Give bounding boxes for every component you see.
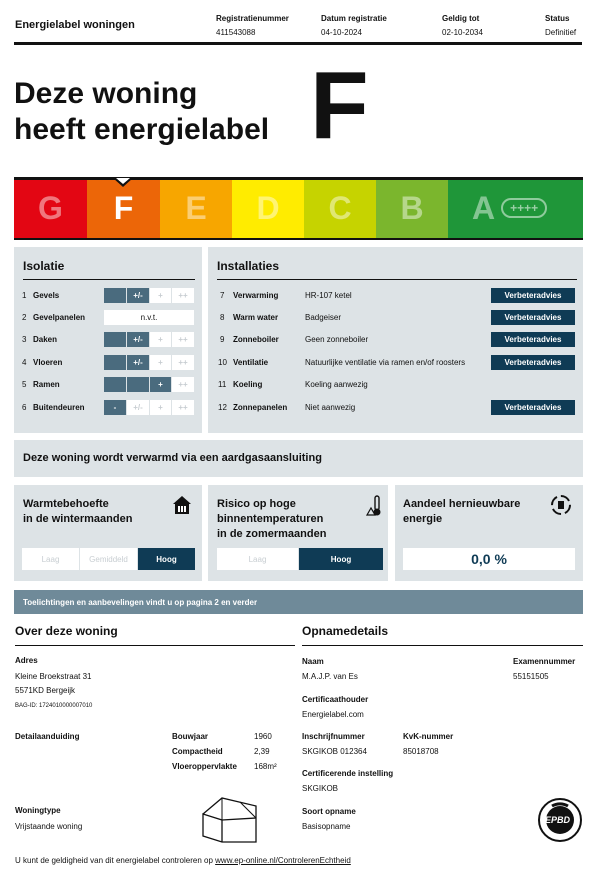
iso-row-number: 4 [22,358,27,367]
heating-note: Deze woning wordt verwarmd via een aardgasaansluiting [23,452,322,464]
bouwjaar-label: Bouwjaar [172,732,209,741]
hernieuwbaar-title [403,497,520,527]
recycle-energy-icon [549,493,573,517]
iso-row-number: 5 [22,380,27,389]
scale-top-line [14,177,583,180]
over-divider [15,645,295,646]
iso-cell: + [150,288,171,303]
iso-na-cell: n.v.t. [104,310,194,325]
hernieuwbaar-title-2: energie [403,513,443,525]
iso-row-label: Ramen [33,380,60,389]
info-bar [14,590,583,614]
installaties-title: Installaties [217,259,280,273]
hero-energy-label: F [310,52,369,159]
inst-row-value: HR-107 ketel [305,291,352,300]
vloeroppervlakte-value: 168m² [254,762,277,771]
inst-row-number: 9 [220,335,225,344]
iso-cell: ++ [172,288,194,303]
energy-scale [14,178,583,240]
iso-cell: +/- [127,355,149,370]
active-class-marker-icon [113,178,133,188]
iso-cell: + [150,377,171,392]
class-a [448,178,583,238]
registratienummer-value: 411543088 [216,28,256,37]
iso-cell: ++ [172,400,194,415]
header-divider [14,42,582,45]
inst-row-label: Zonnepanelen [233,403,288,412]
iso-cell [104,355,126,370]
opname-title: Opnamedetails [302,624,389,638]
warmte-option-laag: Laag [22,548,79,570]
compactheid-label: Compactheid [172,747,223,756]
class-a-plus: ++++ [501,198,547,218]
installaties-divider [217,279,577,280]
class-d: D [232,178,304,238]
adres-line-1: Kleine Broekstraat 31 [15,672,92,681]
iso-row-label: Vloeren [33,358,63,367]
iso-cell: ++ [172,377,194,392]
soort-opname-value: Basisopname [302,822,351,831]
inst-row-number: 7 [220,291,225,300]
risico-title-3: in de zomermaanden [217,528,327,540]
woningtype-label: Woningtype [15,806,61,815]
verbeteradvies-button[interactable]: Verbeteradvies [491,400,575,415]
hernieuwbaar-title-1: Aandeel hernieuwbare [403,498,521,510]
hero-line-2: heeft energielabel [14,113,270,146]
info-bar-text: Toelichtingen en aanbevelingen vindt u op pagina 2 en verder [23,598,258,607]
geldig-tot-value: 02-10-2034 [442,28,483,37]
status-value: Definitief [545,28,577,37]
inst-row-label: Verwarming [233,291,279,300]
house-heat-icon [172,495,192,515]
iso-cell: +/- [127,400,149,415]
instelling-value: SKGIKOB [302,784,339,793]
kvk-label: KvK-nummer [403,732,454,741]
bouwjaar-value: 1960 [254,732,272,741]
geldig-tot-label: Geldig tot [442,14,480,23]
document-title: Energielabel woningen [15,19,135,31]
isolatie-divider [23,279,195,280]
iso-cell: ++ [172,355,194,370]
hernieuwbaar-panel [395,485,583,581]
verbeteradvies-button[interactable]: Verbeteradvies [491,288,575,303]
iso-row-label: Gevelpanelen [33,313,86,322]
certificaathouder-value: Energielabel.com [302,710,364,719]
detail-label: Detailaanduiding [15,732,80,741]
iso-cell: + [150,332,171,347]
vloeroppervlakte-label: Vloeroppervlakte [172,762,237,771]
hero-line-1: Deze woning [14,77,198,110]
iso-row-number: 3 [22,335,27,344]
woningtype-value: Vrijstaande woning [15,822,83,831]
adres-label: Adres [15,656,38,665]
footer-link[interactable]: www.ep-online.nl/ControlerenEchtheid [215,856,351,865]
iso-cell: +/- [127,332,149,347]
inschrijfnummer-value: SKGIKOB 012364 [302,747,367,756]
inst-row-value: Badgeiser [305,313,342,322]
datum-registratie-label: Datum registratie [321,14,387,23]
iso-cell [104,377,126,392]
risico-title-1: Risico op hoge [217,498,296,510]
instelling-label: Certificerende instelling [302,769,394,778]
warmte-option-hoog: Hoog [138,548,195,570]
status-label: Status [545,14,570,23]
risico-title [217,497,326,542]
inst-row-label: Ventilatie [233,358,269,367]
compactheid-value: 2,39 [254,747,270,756]
soort-opname-label: Soort opname [302,807,356,816]
iso-row-label: Gevels [33,291,60,300]
thermometer-warning-icon [366,495,384,517]
detached-house-icon [200,796,262,846]
over-title: Over deze woning [15,624,118,638]
class-c: C [304,178,376,238]
inst-row-label: Zonneboiler [233,335,279,344]
warmtebehoefte-panel [14,485,202,581]
iso-row-label: Daken [33,335,58,344]
risico-title-2: binnentemperaturen [217,513,324,525]
iso-row-number: 6 [22,403,27,412]
examennummer-value: 55151505 [513,672,549,681]
naam-label: Naam [302,657,324,666]
epbd-logo-text: EPBD [545,815,571,825]
class-e: E [160,178,232,238]
iso-cell [104,288,126,303]
iso-cell [104,332,126,347]
inst-row-number: 11 [218,380,227,389]
inst-row-value: Koeling aanwezig [305,380,368,389]
warmtebehoefte-title-2: in de wintermaanden [23,513,133,525]
examennummer-label: Examennummer [513,657,576,666]
inst-row-label: Koeling [233,380,263,389]
class-f: F [87,178,160,238]
inst-row-number: 8 [220,313,225,322]
class-g: G [14,178,87,238]
iso-cell [127,377,149,392]
isolatie-title: Isolatie [23,259,65,273]
bag-id: BAG-ID: 1724010000007010 [15,703,93,709]
verbeteradvies-button[interactable]: Verbeteradvies [491,355,575,370]
risico-option-laag: Laag [217,548,298,570]
inst-row-value: Geen zonneboiler [305,335,369,344]
scale-bottom-line [14,238,583,240]
footer-text: U kunt de geldigheid van dit energielabel controleren op [15,856,216,865]
iso-row-number: 1 [22,291,27,300]
registratienummer-label: Registratienummer [216,14,289,23]
risico-option-hoog: Hoog [299,548,383,570]
iso-cell: - [104,400,126,415]
iso-cell: + [150,355,171,370]
inst-row-number: 12 [218,403,227,412]
inst-row-number: 10 [218,358,227,367]
inst-row-value: Natuurlijke ventilatie via ramen en/of roosters [305,358,466,367]
class-b: B [376,178,448,238]
iso-row-number: 2 [22,313,27,322]
adres-line-2: 5571KD Bergeijk [15,686,76,695]
datum-registratie-value: 04-10-2024 [321,28,362,37]
certificaathouder-label: Certificaathouder [302,695,369,704]
class-a-letter: A [472,189,496,226]
warmtebehoefte-title [23,497,132,527]
iso-cell: + [150,400,171,415]
inschrijfnummer-label: Inschrijfnummer [302,732,365,741]
iso-cell: ++ [172,332,194,347]
footer [15,856,351,865]
iso-cell: +/- [127,288,149,303]
hernieuwbaar-value: 0,0 % [403,548,575,570]
inst-row-value: Niet aanwezig [305,403,356,412]
risico-panel [208,485,388,581]
warmte-option-gemiddeld: Gemiddeld [80,548,137,570]
opname-divider [302,645,583,646]
iso-row-label: Buitendeuren [33,403,85,412]
heating-note-panel [14,440,583,477]
verbeteradvies-button[interactable]: Verbeteradvies [491,310,575,325]
verbeteradvies-button[interactable]: Verbeteradvies [491,332,575,347]
inst-row-label: Warm water [233,313,279,322]
kvk-value: 85018708 [403,747,439,756]
naam-value: M.A.J.P. van Es [302,672,358,681]
warmtebehoefte-title-1: Warmtebehoefte [23,498,109,510]
